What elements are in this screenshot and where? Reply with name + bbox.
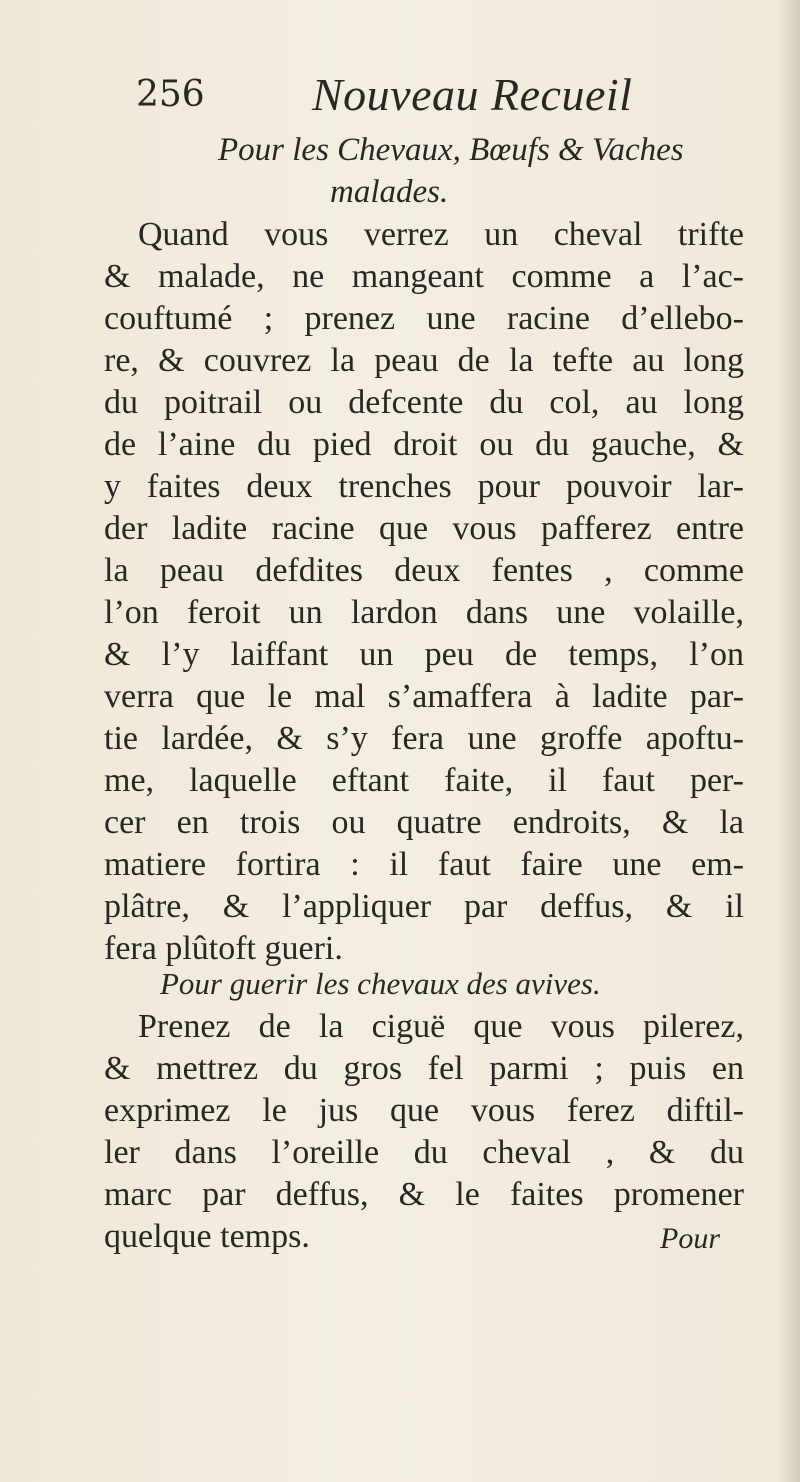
section2-heading: Pour guerir les chevaux des avives. [160,966,601,1001]
section2-body [104,1006,744,1258]
text-line: Quand vous verrez un cheval trifte [138,216,744,253]
text-line: matiere fortira : il faut faire une em- [104,846,744,883]
page-header [136,68,656,128]
text-line: re, & couvrez la peau de la tefte au long [104,342,744,379]
text-line: & malade, ne mangeant comme a l’ac- [104,258,744,295]
text-line: der ladite racine que vous pafferez entre [104,510,744,547]
text-line: couftumé ; prenez une racine d’ellebo- [104,300,744,337]
text-line: plâtre, & l’appliquer par deffus, & il [104,888,744,925]
text-line: verra que le mal s’amaffera à ladite par- [104,678,744,715]
text-line: fera plûtoft gueri. [104,930,343,967]
text-line: la peau defdites deux fentes , comme [104,552,744,589]
text-line: Prenez de la ciguë que vous pilerez, [138,1008,744,1045]
text-line: du poitrail ou defcente du col, au long [104,384,744,421]
running-title: Nouveau Recueil [312,69,633,120]
page-edge-shadow [778,0,800,1482]
text-line: marc par deffus, & le faites promener [104,1176,744,1213]
text-line: quelque temps. [104,1218,310,1255]
section1-body [104,214,744,970]
text-line: cer en trois ou quatre endroits, & la [104,804,744,841]
catchword: Pour [660,1222,720,1255]
section1-heading-line1: Pour les Chevaux, Bœufs & Vaches [218,132,684,168]
section1-heading-line2: malades. [330,174,449,210]
text-line: & l’y laiffant un peu de temps, l’on [104,636,744,673]
page-number: 256 [136,74,205,115]
text-line: exprimez le jus que vous ferez diftil- [104,1092,744,1129]
text-line: y faites deux trenches pour pouvoir lar- [104,468,744,505]
text-line: & mettrez du gros fel parmi ; puis en [104,1050,744,1087]
text-line: tie lardée, & s’y fera une groffe apoftu- [104,720,744,757]
text-line: me, laquelle eftant faite, il faut per- [104,762,744,799]
text-line: de l’aine du pied droit ou du gauche, & [104,426,744,463]
text-line: ler dans l’oreille du cheval , & du [104,1134,744,1171]
text-line: l’on feroit un lardon dans une volaille, [104,594,744,631]
